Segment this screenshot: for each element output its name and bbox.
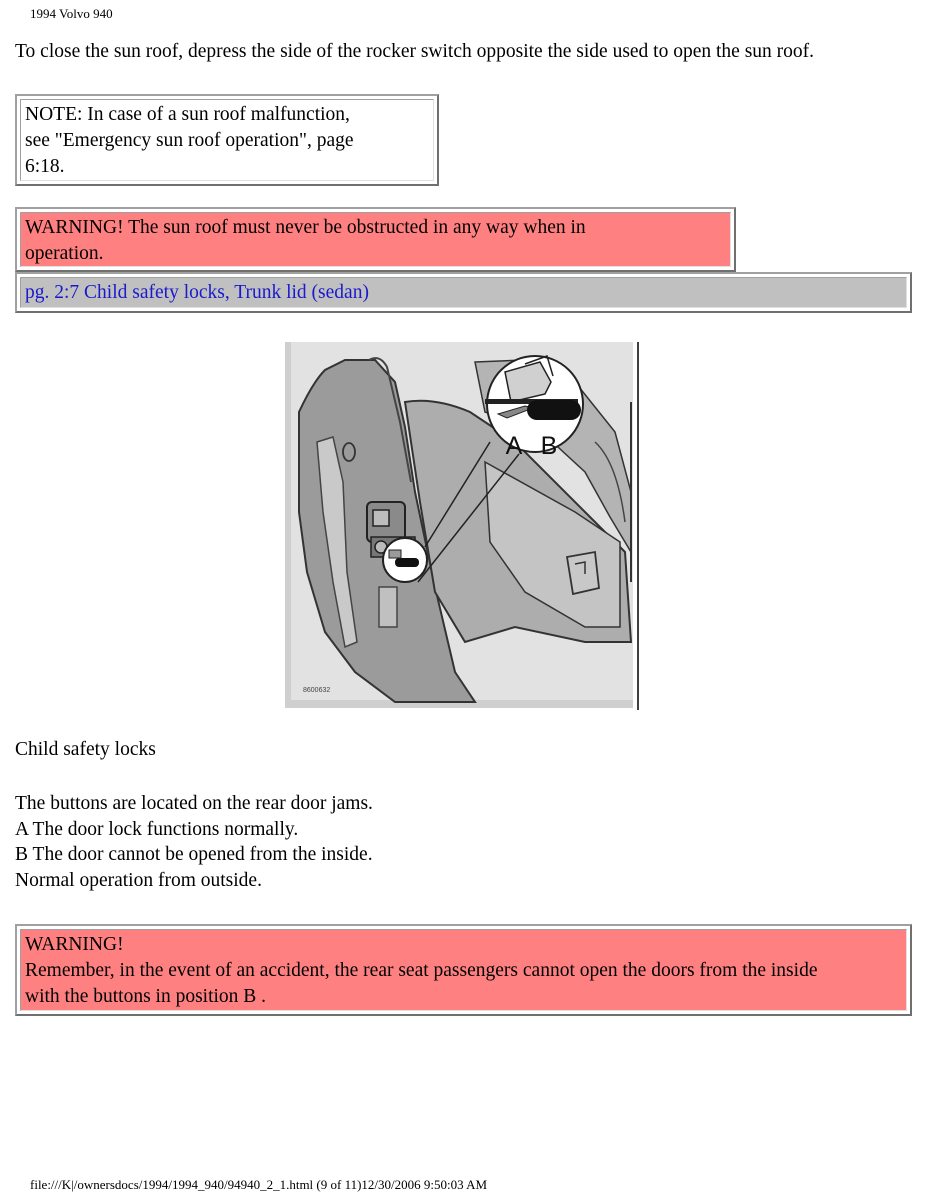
body-line: The buttons are located on the rear door jams. [15,793,373,814]
warning-line: WARNING! [25,934,124,955]
close-sunroof-paragraph: To close the sun roof, depress the side of the rocker switch opposite the side used to open the sun roof. [15,41,815,62]
note-line: see "Emergency sun roof operation", page [25,130,354,151]
body-line: A The door lock functions normally. [15,818,299,840]
page-link[interactable]: pg. 2:7 Child safety locks, Trunk lid (sedan) [25,282,369,303]
note-line: NOTE: In case of a sun roof malfunction, [25,104,350,125]
page-footer: file:///K|/ownersdocs/1994/1994_940/94940_2_1.html (9 of 11)12/30/2006 9:50:03 AM [30,1177,488,1192]
warning-line: WARNING! The sun roof must never be obstructed in any way when in [25,217,586,238]
section-title: Child safety locks [15,739,156,760]
warning-box-sunroof [15,207,736,272]
warning-line: with the buttons in position B . [25,986,267,1007]
inner-door-handle [567,552,599,594]
note-line: 6:18. [25,156,65,177]
child-safety-lock-illustration [285,342,639,710]
child-lock-description [15,791,373,893]
lock-button-dark [527,400,581,420]
body-line: Normal operation from outside. [15,869,262,891]
label-b: B [540,432,558,460]
page-link-bar [15,272,912,313]
label-a: A [505,432,523,460]
page-header: 1994 Volvo 940 [30,6,113,21]
body-line: B The door cannot be opened from the inside. [15,844,373,865]
figure-code: 8600632 [303,687,331,694]
note-box [15,94,439,186]
warning-line: Remember, in the event of an accident, the rear seat passengers cannot open the doors from the inside [25,960,818,981]
warning-box-child-locks [15,924,912,1016]
warning-line: operation. [25,243,104,264]
